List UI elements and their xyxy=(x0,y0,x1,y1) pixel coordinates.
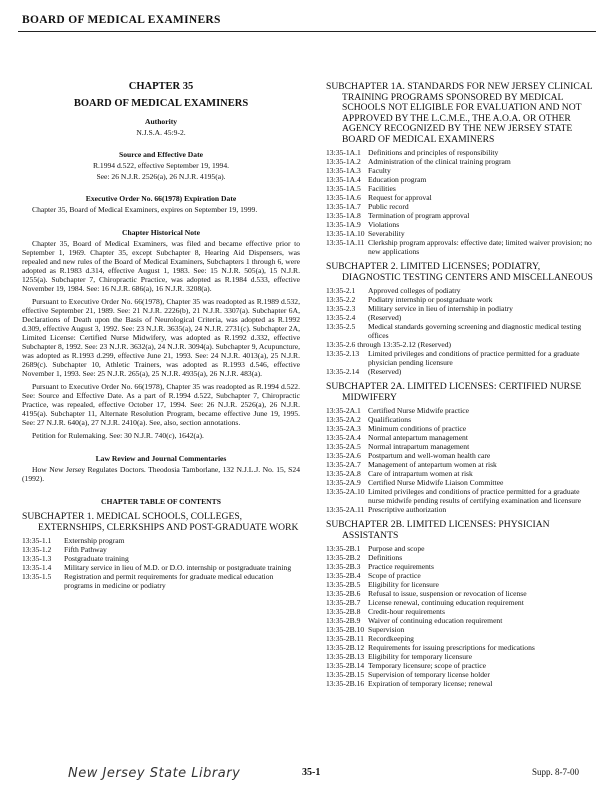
exec-order-text: Chapter 35, Board of Medical Examiners, expires on September 19, 1999. xyxy=(32,205,258,214)
toc-item: 13:35-2B.15 Supervision of temporary license holder xyxy=(326,670,490,679)
authority-text: N.J.S.A. 45:9-2. xyxy=(136,128,186,137)
chapter-title: BOARD OF MEDICAL EXAMINERS xyxy=(73,98,249,109)
toc-item-reserved-range: 13:35-2.6 through 13:35-2.12 (Reserved) xyxy=(326,340,452,349)
library-watermark: New Jersey State Library xyxy=(68,766,241,781)
subchapter-2a-heading: SUBCHAPTER 2A. LIMITED LICENSES: CERTIFIED NURSE MIDWIFERY xyxy=(326,381,582,403)
toc-item: 13:35-2B.3 Practice requirements xyxy=(326,562,434,571)
subchapter-2b-list xyxy=(326,544,596,688)
toc-item: 13:35-2B.6 Refusal to issue, suspension or revocation of license xyxy=(326,589,527,598)
toc-item: 13:35-2B.14 Temporary licensure; scope of practice xyxy=(326,661,486,670)
toc-item: 13:35-1A.3 Faculty xyxy=(326,166,391,175)
toc-item: 13:35-1A.5 Facilities xyxy=(326,184,396,193)
toc-item: 13:35-2A.11 Prescriptive authorization xyxy=(326,505,447,514)
toc-item: 13:35-2B.2 Definitions xyxy=(326,553,403,562)
exec-order-heading: Executive Order No. 66(1978) Expiration Date xyxy=(85,194,237,203)
toc-item: 13:35-2B.10 Supervision xyxy=(326,625,405,634)
running-head: BOARD OF MEDICAL EXAMINERS xyxy=(22,14,221,26)
toc-item: 13:35-2A.10 Limited privileges and conditions of practice permitted for a graduate nurse midwife pending results of certifying examination and licensure xyxy=(326,487,581,505)
toc-item: 13:35-2A.5 Normal intrapartum management xyxy=(326,442,470,451)
subchapter-2a-list xyxy=(326,406,596,514)
historical-note-p3: Pursuant to Executive Order No. 66(1978), Chapter 35 was readopted as R.1994 d.522. See: Source and Effective Date. As a part of R.1994 d.522, Subchapter 7, Chiropractic Practice, was repealed, effective October 17, 1994. See: 26 N.J.R. 2526(a), 26 N.J.R. 4195(a). Subchapter 11, Alternate Resolution Program, became effective June 19, 1995. See: 27 N.J.R. 640(a), 27 N.J.R. 2410(a). See, also, section annotations. xyxy=(22,382,300,427)
toc-item: 13:35-1A.9 Violations xyxy=(326,220,400,229)
toc-item: 13:35-1A.8 Termination of program approval xyxy=(326,211,470,220)
toc-item: 13:35-2A.6 Postpartum and well-woman health care xyxy=(326,451,491,460)
toc-item: 13:35-2B.1 Purpose and scope xyxy=(326,544,425,553)
toc-item: 13:35-2.2 Podiatry internship or postgraduate work xyxy=(326,295,493,304)
toc-item: 13:35-1A.10 Severability xyxy=(326,229,405,238)
chapter-number: CHAPTER 35 xyxy=(128,81,194,92)
right-column xyxy=(326,82,596,688)
toc-item: 13:35-1.2 Fifth Pathway xyxy=(22,545,107,554)
source-text-2: See: 26 N.J.R. 2526(a), 26 N.J.R. 4195(a). xyxy=(96,172,226,181)
toc-item: 13:35-2.13 Limited privileges and conditions of practice permitted for a graduate physician pending licensure xyxy=(326,349,580,367)
toc-item: 13:35-2B.5 Eligibility for licensure xyxy=(326,580,439,589)
toc-item: 13:35-2.3 Military service in lieu of internship in podiatry xyxy=(326,304,513,313)
toc-item: 13:35-2B.11 Recordkeeping xyxy=(326,634,414,643)
toc-item: 13:35-2B.16 Expiration of temporary license; renewal xyxy=(326,679,493,688)
toc-item: 13:35-1.5 Registration and permit requirements for graduate medical education programs in medicine or podiatry xyxy=(22,572,274,590)
toc-item: 13:35-2A.3 Minimum conditions of practice xyxy=(326,424,467,433)
toc-item: 13:35-2A.2 Qualifications xyxy=(326,415,412,424)
toc-heading: CHAPTER TABLE OF CONTENTS xyxy=(101,497,221,506)
toc-item: 13:35-1A.11 Clerkship program approvals: effective date; limited waiver provision; no new applications xyxy=(326,238,592,256)
toc-item: 13:35-2B.9 Waiver of continuing education requirement xyxy=(326,616,503,625)
supplement-date: Supp. 8-7-00 xyxy=(532,767,579,777)
toc-item: 13:35-1.3 Postgraduate training xyxy=(22,554,129,563)
toc-item: 13:35-1A.4 Education program xyxy=(326,175,427,184)
historical-note-p4: Petition for Rulemaking. See: 30 N.J.R. 740(c), 1642(a). xyxy=(32,431,204,440)
toc-item: 13:35-2.5 Medical standards governing screening and diagnostic medical testing offices xyxy=(326,322,582,340)
toc-item: 13:35-2.1 Approved colleges of podiatry xyxy=(326,286,461,295)
page-folio: 35-1 xyxy=(302,767,321,778)
toc-item: 13:35-2B.4 Scope of practice xyxy=(326,571,421,580)
subchapter-1-heading: SUBCHAPTER 1. MEDICAL SCHOOLS, COLLEGES, EXTERNSHIPS, CLERKSHIPS AND POST-GRADUATE WORK xyxy=(22,511,299,533)
left-column xyxy=(22,82,300,590)
toc-item: 13:35-2.14 (Reserved) xyxy=(326,367,402,376)
source-text-1: R.1994 d.522, effective September 19, 1994. xyxy=(92,161,230,170)
toc-item: 13:35-1A.6 Request for approval xyxy=(326,193,432,202)
toc-item: 13:35-2A.1 Certified Nurse Midwife practice xyxy=(326,406,469,415)
subchapter-1-list xyxy=(22,536,300,590)
toc-item: 13:35-2A.9 Certified Nurse Midwife Liaison Committee xyxy=(326,478,504,487)
toc-item: 13:35-2A.7 Management of antepartum women at risk xyxy=(326,460,497,469)
subchapter-2-list xyxy=(326,286,596,376)
subchapter-1a-heading: SUBCHAPTER 1A. STANDARDS FOR NEW JERSEY CLINICAL TRAINING PROGRAMS SPONSORED BY MEDICAL SCHOOLS NOT ELIGIBLE FOR EVALUATION AND NOT APPROVED BY THE L.C.M.E., THE A.O.A. OR OTHER AGENCY RECOGNIZED BY THE NEW JERSEY STATE BOARD OF MEDICAL EXAMINERS xyxy=(326,81,593,145)
toc-item: 13:35-1.1 Externship program xyxy=(22,536,125,545)
historical-note-p2: Pursuant to Executive Order No. 66(1978), Chapter 35 was readopted as R.1989 d.532, effective September 21, 1989. See: 21 N.J.R. 2226(b), 21 N.J.R. 3307(a). Subchapter 6A, Declarations of Death upon the Basis of Neurological Criteria, was adopted as R.1992 d.309, effective August 3, 1992. See: 23 N.J.R. 3635(a), 24 N.J.R. 2731(c). Subchapter 2A, Limited License: Certified Nurse Midwifery, was adopted as R.1992 d.332, effective Subchapter 8, 1992. See: 23 N.J.R. 3632(a), 24 N.J.R. 3094(a). Subchapter 9, Acupuncture, was adopted as R.1993 d.299, effective June 21, 1993. See: 24 N.J.R. 4013(a), 25 N.J.R. 2689(c). Subchapter 10, Athletic Trainers, was adopted as R.1993 d.546, effective November 1, 1993. See: 25 N.J.R. 265(a), 25 N.J.R. 4935(a), 26 N.J.R. 483(a). xyxy=(22,297,300,378)
header-rule xyxy=(18,31,596,32)
toc-item: 13:35-1.4 Military service in lieu of M.D. or D.O. internship or postgraduate training xyxy=(22,563,292,572)
law-review-text: How New Jersey Regulates Doctors. Theodosia Tamborlane, 132 N.J.L.J. No. 15, S24 (1992). xyxy=(22,465,300,483)
toc-item: 13:35-2B.8 Credit-hour requirements xyxy=(326,607,445,616)
law-review-heading: Law Review and Journal Commentaries xyxy=(95,454,227,463)
subchapter-2b-heading: SUBCHAPTER 2B. LIMITED LICENSES: PHYSICIAN ASSISTANTS xyxy=(326,519,550,541)
source-heading: Source and Effective Date xyxy=(118,150,203,159)
subchapter-2-heading: SUBCHAPTER 2. LIMITED LICENSES; PODIATRY, DIAGNOSTIC TESTING CENTERS AND MISCELLANEOUS xyxy=(326,261,593,283)
toc-item: 13:35-2B.12 Requirements for issuing prescriptions for medications xyxy=(326,643,535,652)
toc-item: 13:35-2A.8 Care of intrapartum women at risk xyxy=(326,469,473,478)
toc-item: 13:35-2B.7 License renewal, continuing education requirement xyxy=(326,598,524,607)
toc-item: 13:35-1A.1 Definitions and principles of responsibility xyxy=(326,148,499,157)
toc-item: 13:35-2.4 (Reserved) xyxy=(326,313,402,322)
toc-item: 13:35-1A.7 Public record xyxy=(326,202,409,211)
historical-note-p1: Chapter 35, Board of Medical Examiners, was filed and became effective prior to September 1, 1969. Chapter 35, except Subchapter 8, Hearing Aid Dispensers, was repealed and new rules of the Board of Medical Examiners, Subchapters 1 through 6, were adopted as R.1983 d.314, effective August 1, 1983. See: 15 N.J.R. 505(a), 15 N.J.R. 1255(a). Subchapter 7, Chiropractic Practice, was adopted as R.1984 d.533, effective November 19, 1984. See: 16 N.J.R. 686(a), 16 N.J.R. 3208(a). xyxy=(22,239,300,293)
historical-note-heading: Chapter Historical Note xyxy=(122,228,200,237)
subchapter-1a-list xyxy=(326,148,596,256)
toc-item: 13:35-1A.2 Administration of the clinical training program xyxy=(326,157,511,166)
toc-item: 13:35-2A.4 Normal antepartum management xyxy=(326,433,468,442)
toc-item: 13:35-2B.13 Eligibility for temporary licensure xyxy=(326,652,472,661)
authority-heading: Authority xyxy=(144,117,178,126)
